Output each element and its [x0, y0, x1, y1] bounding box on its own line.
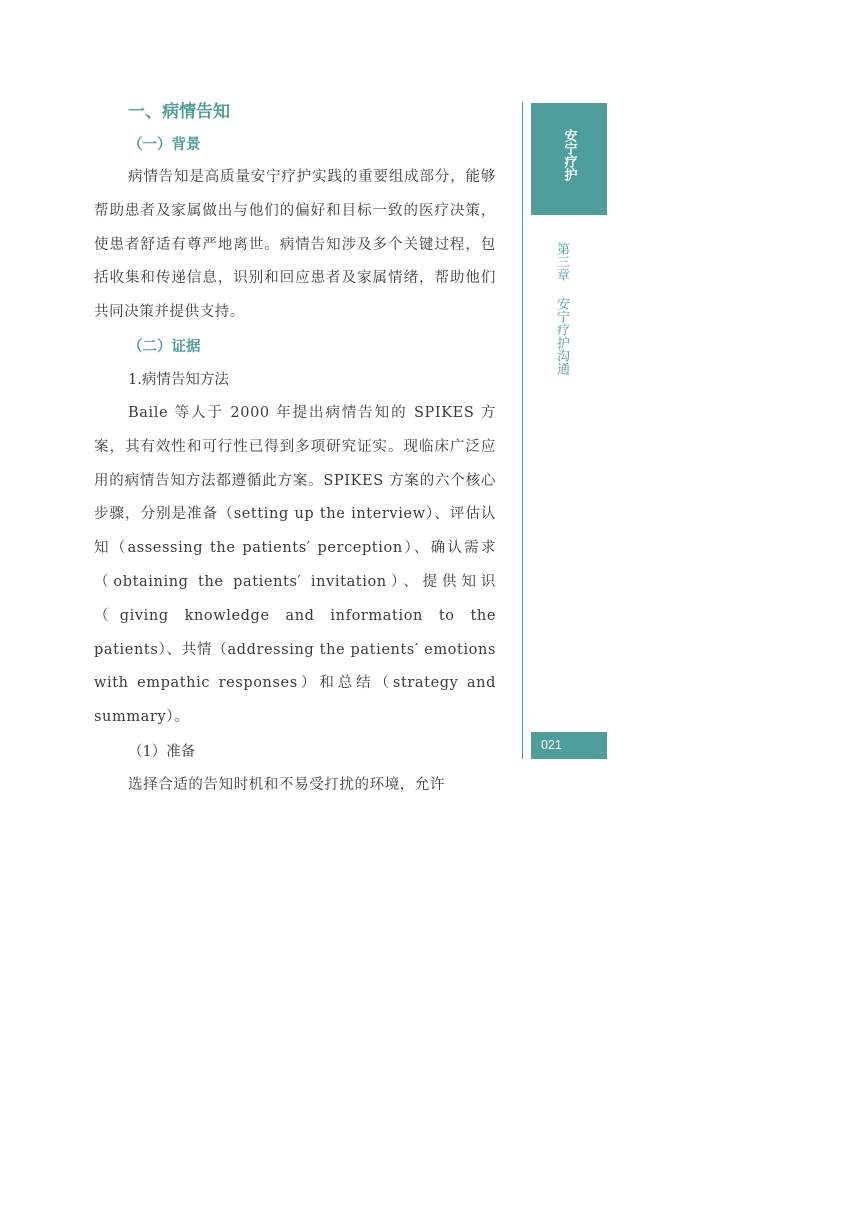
- chapter-number: 第三章: [554, 242, 569, 281]
- preparation-paragraph: 选择合适的告知时机和不易受打扰的环境，允许: [128, 776, 446, 793]
- method-paragraph: Baile 等人于 2000 年提出病情告知的 SPIKES 方案，其有效性和可行性已得到多项研究证实。现临床广泛应用的病情告知方法都遵循此方案。SPIKES 方案的六个核心步骤，分别是准备（setting up the interview）、评估认知（assessing the patients′ perception）、确认需求（obtaining the patients′ invitation）、提供知识（giving knowledge and information to the patients）、共情（addressing the patients′ emotions with empathic responses）和总结（strategy and summary）。: [94, 404, 496, 726]
- chapter-title: 安宁疗护沟通: [554, 297, 569, 375]
- background-heading: （一）背景: [128, 136, 201, 153]
- book-title: 安宁疗护: [561, 129, 577, 181]
- chapter-label: [555, 242, 568, 375]
- book-title-tab: [531, 103, 607, 215]
- page-number: 021: [531, 732, 607, 759]
- background-paragraph: 病情告知是高质量安宁疗护实践的重要组成部分，能够帮助患者及家属做出与他们的偏好和目标一致的医疗决策，使患者舒适有尊严地离世。病情告知涉及多个关键过程，包括收集和传递信息，识别和回应患者及家属情绪，帮助他们共同决策并提供支持。: [94, 169, 496, 321]
- preparation-heading: （1）准备: [128, 743, 196, 760]
- margin-divider: [522, 102, 523, 759]
- section-title: 一、病情告知: [128, 102, 230, 122]
- main-text-column: [94, 96, 496, 803]
- evidence-heading: （二）证据: [128, 337, 201, 355]
- method-heading: 1.病情告知方法: [128, 371, 229, 388]
